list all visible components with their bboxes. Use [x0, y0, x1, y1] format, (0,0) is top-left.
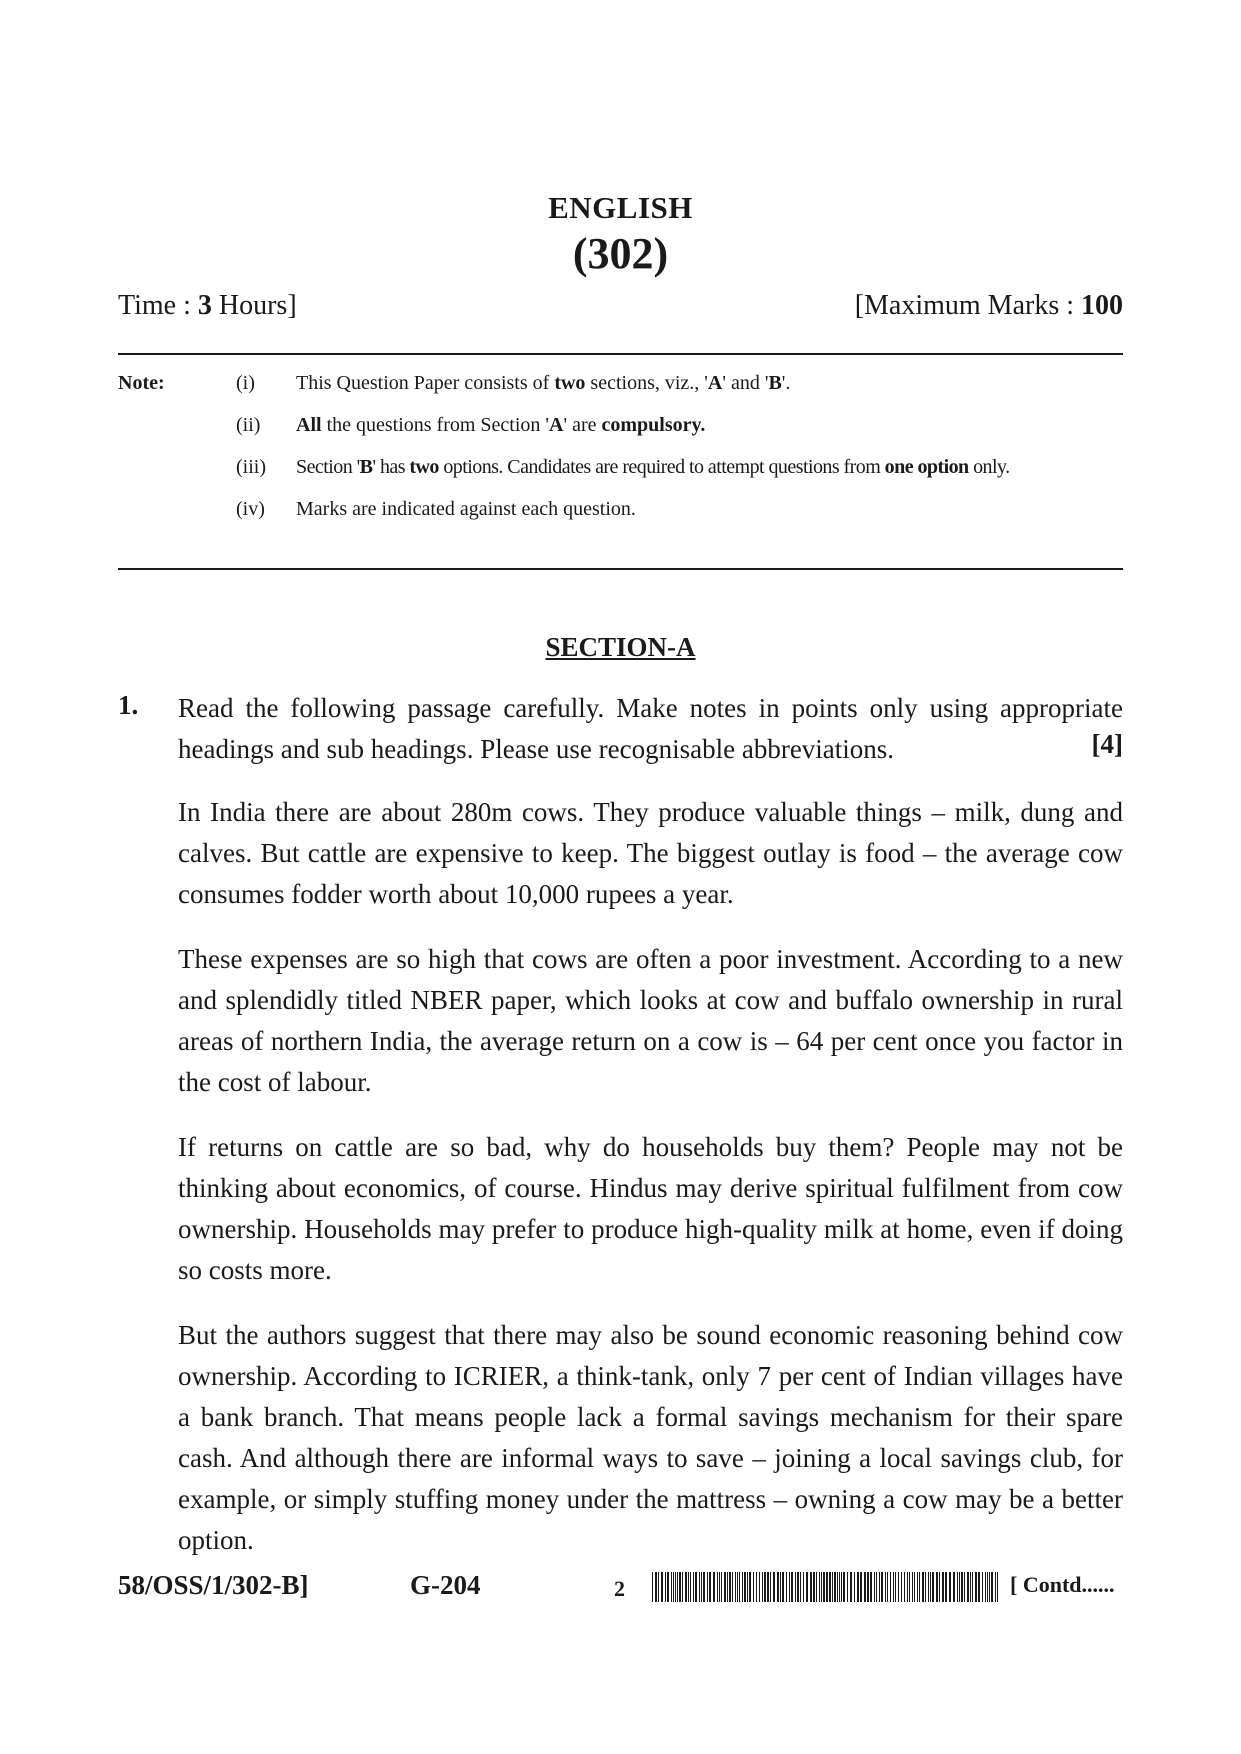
- note-text-bold: compulsory.: [601, 414, 706, 436]
- barcode-bar: [770, 1572, 771, 1602]
- barcode-bar: [904, 1572, 905, 1602]
- barcode-bar: [841, 1572, 842, 1602]
- barcode-bar: [879, 1572, 880, 1602]
- barcode-bar: [881, 1572, 883, 1602]
- barcode-bar: [885, 1572, 886, 1602]
- note-text-bold: B: [768, 372, 782, 394]
- barcode-bar: [850, 1572, 852, 1602]
- barcode-bar: [701, 1572, 702, 1602]
- barcode-bar: [928, 1572, 929, 1602]
- note-text-part: '.: [781, 372, 791, 394]
- barcode-bar: [945, 1572, 947, 1602]
- barcode-bar: [661, 1572, 663, 1602]
- note-number: (ii): [236, 414, 261, 436]
- barcode-bar: [658, 1572, 659, 1602]
- barcode-bar: [932, 1572, 934, 1602]
- section-heading: SECTION-A: [545, 632, 696, 662]
- barcode-bar: [732, 1572, 733, 1602]
- barcode-bar: [870, 1572, 872, 1602]
- barcode-bar: [795, 1572, 796, 1602]
- note-text-bold: A: [707, 372, 723, 394]
- barcode-bar: [800, 1572, 801, 1602]
- continued-label: [ Contd......: [1010, 1572, 1115, 1597]
- barcode: [652, 1572, 1000, 1602]
- page-footer: [0, 1570, 1241, 1610]
- note-text-bold: one option: [884, 456, 969, 478]
- subject-title: ENGLISH: [548, 190, 693, 225]
- barcode-bar: [747, 1572, 748, 1602]
- note-label: Note:: [118, 372, 165, 394]
- passage-paragraph: In India there are about 280m cows. They produce valuable things – milk, dung and calves. But cattle are expensive to keep. The biggest outlay is food – the average cow consumes fodder worth about 10,000 rupees a year.: [178, 797, 1123, 909]
- time-prefix: Time :: [118, 290, 198, 321]
- note-text-part: Marks are indicated against each question.: [296, 498, 636, 520]
- barcode-bar: [735, 1572, 736, 1602]
- note-text-part: Section ': [296, 456, 360, 478]
- barcode-bar: [655, 1572, 657, 1602]
- marks-value: 100: [1081, 290, 1123, 321]
- barcode-bar: [742, 1572, 743, 1602]
- barcode-bar: [756, 1572, 757, 1602]
- note-text-bold: two: [554, 372, 586, 394]
- marks-prefix: [Maximum Marks :: [854, 290, 1081, 321]
- barcode-bar: [767, 1572, 769, 1602]
- barcode-bar: [961, 1572, 963, 1602]
- barcode-bar: [919, 1572, 920, 1602]
- barcode-bar: [695, 1572, 697, 1602]
- barcode-bar: [985, 1572, 986, 1602]
- note-text: [296, 456, 1010, 479]
- barcode-bar: [953, 1572, 955, 1602]
- barcode-bar: [810, 1572, 812, 1602]
- barcode-bar: [839, 1572, 840, 1602]
- time-value: 3: [197, 290, 212, 321]
- barcode-bar: [803, 1572, 804, 1602]
- note-text-part: This Question Paper consists of: [296, 372, 555, 394]
- note-text-bold: A: [549, 414, 564, 436]
- note-text-part: the questions from Section ': [321, 414, 550, 436]
- passage-paragraph: These expenses are so high that cows are often a poor investment. According to a new and splendidly titled NBER paper, which looks at cow and buffalo ownership in rural areas of northern India, the average return on a cow is – 64 per cent once you factor in the cost of labour.: [178, 944, 1123, 1097]
- note-text: [296, 498, 636, 521]
- barcode-bar: [821, 1572, 822, 1602]
- barcode-bar: [975, 1572, 977, 1602]
- barcode-bar: [762, 1572, 763, 1602]
- barcode-bar: [949, 1572, 951, 1602]
- barcode-bar: [675, 1572, 676, 1602]
- barcode-bar: [688, 1572, 689, 1602]
- barcode-bar: [847, 1572, 848, 1602]
- note-text-bold: two: [409, 456, 439, 478]
- paper-code: 58/OSS/1/302-B]: [118, 1570, 309, 1600]
- note-text-part: ' has: [372, 456, 410, 478]
- note-text-part: sections, viz., ': [585, 372, 708, 394]
- barcode-bar: [925, 1572, 926, 1602]
- barcode-bar: [874, 1572, 875, 1602]
- question-line-2: headings and sub headings. Please use recognisable abbreviations.: [178, 734, 895, 764]
- barcode-bar: [721, 1572, 722, 1602]
- question-number: 1.: [118, 690, 139, 720]
- barcode-bar: [677, 1572, 678, 1602]
- note-number: (i): [236, 372, 255, 394]
- note-number: (iv): [236, 498, 265, 520]
- barcode-bar: [786, 1572, 787, 1602]
- note-text-part: ' are: [563, 414, 602, 436]
- barcode-bar: [777, 1572, 779, 1602]
- barcode-bar: [843, 1572, 845, 1602]
- barcode-bar: [898, 1572, 899, 1602]
- barcode-bar: [693, 1572, 694, 1602]
- barcode-bar: [930, 1572, 931, 1602]
- barcode-bar: [959, 1572, 960, 1602]
- barcode-bar: [764, 1572, 766, 1602]
- note-text-part: only.: [968, 456, 1010, 478]
- barcode-bar: [719, 1572, 720, 1602]
- barcode-bar: [813, 1572, 815, 1602]
- maximum-marks: [855, 290, 1123, 322]
- barcode-bar: [957, 1572, 958, 1602]
- barcode-bar: [982, 1572, 983, 1602]
- passage-paragraph: But the authors suggest that there may also be sound economic reasoning behind cow ownership. According to ICRIER, a think-tank, only 7 per cent of Indian villages have a bank branch. That means people lack a formal savings mechanism for their spare cash. And although there are informal ways to save – joining a local savings club, for example, or simply stuffing money under the mattress – owning a cow may be a better option.: [178, 1320, 1123, 1555]
- barcode-bar: [780, 1572, 781, 1602]
- barcode-bar: [773, 1572, 775, 1602]
- note-text-bold: B: [359, 456, 373, 478]
- barcode-bar: [737, 1572, 738, 1602]
- barcode-bar: [989, 1572, 990, 1602]
- barcode-bar: [922, 1572, 924, 1602]
- barcode-bar: [789, 1572, 790, 1602]
- barcode-bar: [857, 1572, 859, 1602]
- barcode-bar: [744, 1572, 746, 1602]
- barcode-bar: [713, 1572, 715, 1602]
- barcode-bar: [997, 1572, 998, 1602]
- barcode-bar: [939, 1572, 940, 1602]
- barcode-bar: [685, 1572, 687, 1602]
- barcode-bar: [717, 1572, 718, 1602]
- barcode-bar: [791, 1572, 793, 1602]
- barcode-bar: [860, 1572, 862, 1602]
- barcode-bar: [832, 1572, 833, 1602]
- barcode-bar: [834, 1572, 836, 1602]
- barcode-bar: [703, 1572, 705, 1602]
- barcode-bar: [816, 1572, 817, 1602]
- question-marks: [4]: [1091, 729, 1123, 759]
- time-suffix: Hours]: [211, 290, 297, 321]
- question-instruction: [178, 688, 1123, 770]
- divider-top: [118, 353, 1123, 355]
- barcode-bar: [727, 1572, 728, 1602]
- barcode-bar: [699, 1572, 700, 1602]
- barcode-bar: [972, 1572, 973, 1602]
- barcode-bar: [978, 1572, 980, 1602]
- note-text-part: options. Candidates are required to attempt questions from: [438, 456, 885, 478]
- barcode-bar: [967, 1572, 969, 1602]
- barcode-bar: [893, 1572, 894, 1602]
- barcode-bar: [690, 1572, 691, 1602]
- barcode-bar: [936, 1572, 938, 1602]
- barcode-bar: [991, 1572, 993, 1602]
- note-text: [296, 414, 705, 437]
- barcode-bar: [673, 1572, 674, 1602]
- barcode-bar: [917, 1572, 918, 1602]
- barcode-bar: [707, 1572, 708, 1602]
- barcode-bar: [909, 1572, 910, 1602]
- barcode-bar: [749, 1572, 751, 1602]
- barcode-bar: [876, 1572, 877, 1602]
- note-text-part: ' and ': [722, 372, 769, 394]
- divider-bottom: [118, 568, 1123, 570]
- barcode-bar: [914, 1572, 915, 1602]
- barcode-bar: [682, 1572, 683, 1602]
- barcode-bar: [864, 1572, 866, 1602]
- barcode-bar: [942, 1572, 944, 1602]
- series-code: G-204: [410, 1570, 481, 1600]
- barcode-bar: [797, 1572, 799, 1602]
- barcode-bar: [709, 1572, 711, 1602]
- note-text: [296, 372, 790, 395]
- barcode-bar: [987, 1572, 988, 1602]
- passage-paragraph: If returns on cattle are so bad, why do households buy them? People may not be thinking about economics, of course. Hindus may derive spiritual fulfilment from cow ownership. Households may prefer to produce high-quality milk at home, even if doing so costs more.: [178, 1132, 1123, 1285]
- barcode-bar: [806, 1572, 808, 1602]
- barcode-bar: [729, 1572, 731, 1602]
- barcode-bar: [854, 1572, 855, 1602]
- note-number: (iii): [236, 456, 266, 478]
- barcode-bar: [665, 1572, 666, 1602]
- barcode-bar: [823, 1572, 825, 1602]
- barcode-bar: [671, 1572, 672, 1602]
- time-allowed: [118, 290, 297, 322]
- barcode-bar: [912, 1572, 913, 1602]
- barcode-bar: [995, 1572, 996, 1602]
- barcode-bar: [867, 1572, 869, 1602]
- barcode-bar: [907, 1572, 908, 1602]
- barcode-bar: [819, 1572, 820, 1602]
- question-line-1: Read the following passage carefully. Make notes in points only using appropriate: [178, 693, 1123, 723]
- barcode-bar: [829, 1572, 831, 1602]
- barcode-bar: [652, 1572, 653, 1602]
- barcode-bar: [826, 1572, 828, 1602]
- reading-passage: [178, 792, 1123, 1585]
- barcode-bar: [837, 1572, 838, 1602]
- barcode-bar: [667, 1572, 669, 1602]
- barcode-bar: [724, 1572, 726, 1602]
- barcode-bar: [759, 1572, 760, 1602]
- barcode-bar: [753, 1572, 754, 1602]
- barcode-bar: [890, 1572, 891, 1602]
- barcode-bar: [970, 1572, 971, 1602]
- barcode-bar: [964, 1572, 965, 1602]
- barcode-bar: [782, 1572, 784, 1602]
- barcode-bar: [895, 1572, 896, 1602]
- subject-code: (302): [572, 229, 669, 278]
- note-text-bold: All: [296, 414, 322, 436]
- barcode-bar: [887, 1572, 888, 1602]
- page-number: 2: [614, 1576, 625, 1601]
- barcode-bar: [901, 1572, 902, 1602]
- barcode-bar: [679, 1572, 681, 1602]
- barcode-bar: [739, 1572, 740, 1602]
